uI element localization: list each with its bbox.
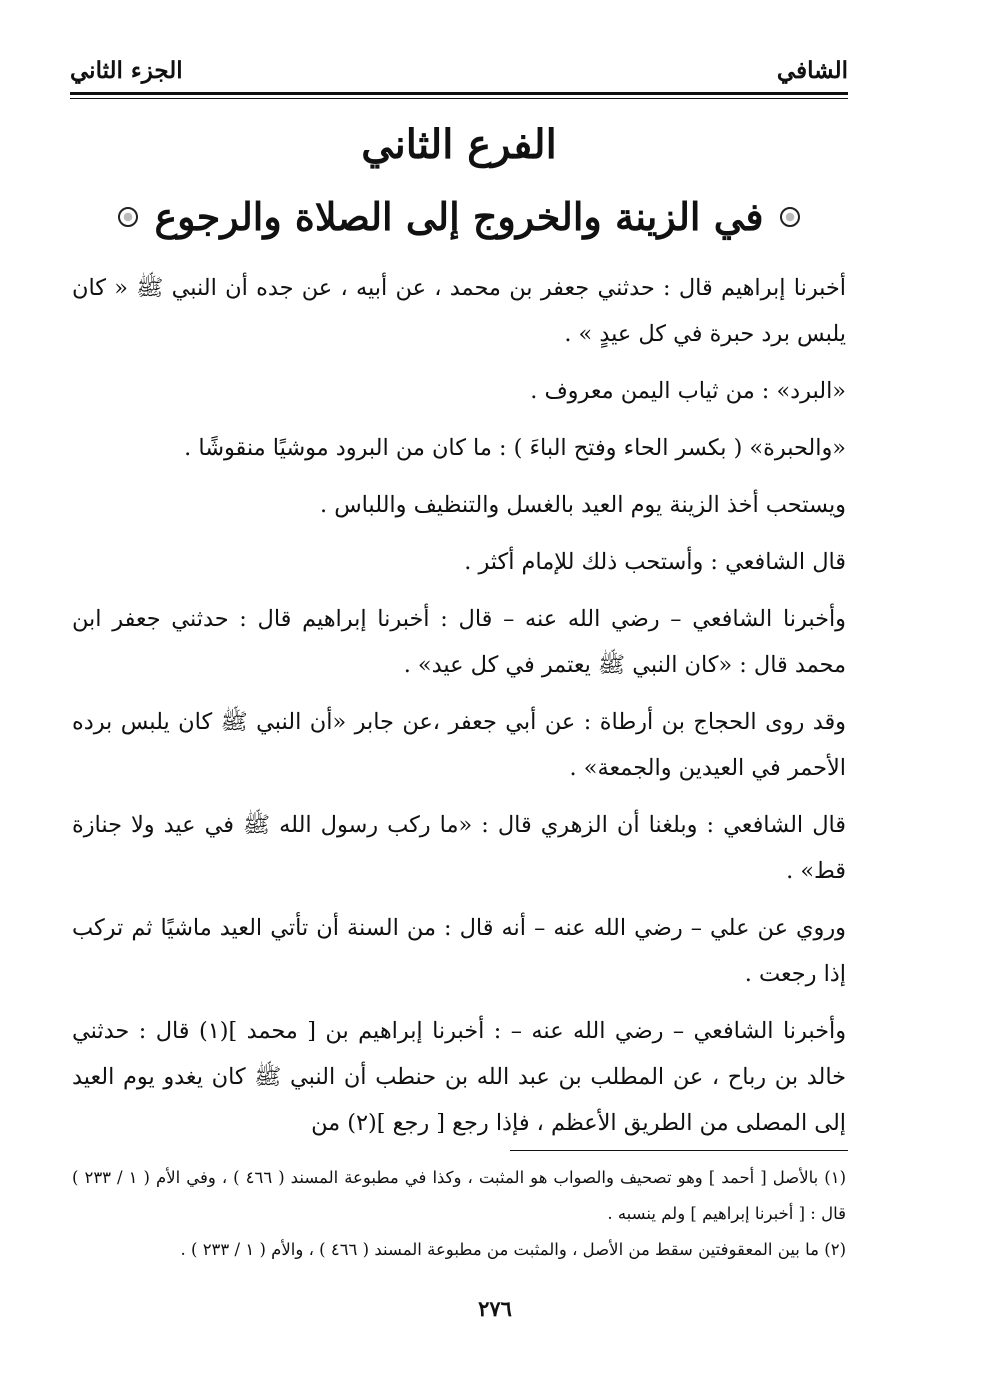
circle-ornament-icon <box>118 207 138 227</box>
paragraph: قال الشافعي : وبلغنا أن الزهري قال : «ما ركب رسول الله ﷺ في عيد ولا جنازة قط» . <box>72 812 846 884</box>
header-rule <box>70 92 848 95</box>
page-number: ٢٧٦ <box>478 1296 512 1321</box>
volume-label: الجزء الثاني <box>70 56 183 84</box>
paragraph: قال الشافعي : وأستحب ذلك للإمام أكثر . <box>464 549 846 575</box>
footnote: (٢) ما بين المعقوفتين سقط من الأصل ، والمثبت من مطبوعة المسند ( ٤٦٦ ) ، والأم ( ١ / ٢٣٣ ) . <box>180 1240 846 1259</box>
header-rule-thin <box>70 98 848 99</box>
book-title: الشافي <box>776 56 848 84</box>
footnote: (١) بالأصل [ أحمد ] وهو تصحيف والصواب هو المثبت ، وكذا في مطبوعة المسند ( ٤٦٦ ) ، وفي الأم ( ١ / ٢٣٣ ) قال : [ أخبرنا إبراهيم ] ولم ينسبه . <box>72 1168 846 1223</box>
section-title-row <box>70 182 848 252</box>
paragraph: «والحبرة» ( بكسر الحاء وفتح الباءَ ) : ما كان من البرود موشيًا منقوشًا . <box>184 435 846 461</box>
paragraph: ويستحب أخذ الزينة يوم العيد بالغسل والتنظيف واللباس . <box>320 492 846 518</box>
footnotes <box>72 1160 846 1268</box>
footnote-rule <box>510 1150 848 1151</box>
paragraph: وقد روى الحجاج بن أرطاة : عن أبي جعفر ،عن جابر «أن النبي ﷺ كان يلبس برده الأحمر في العيدين والجمعة» . <box>72 709 846 781</box>
paragraph: وأخبرنا الشافعي – رضي الله عنه – : أخبرنا إبراهيم بن [ محمد ](١) قال : حدثني خالد بن رباح ، عن المطلب بن عبد الله بن حنطب أن النبي ﷺ كان يغدو يوم العيد إلى المصلى من الطريق الأعظم ، فإذا رجع [ رجع ](٢) من <box>72 1018 847 1136</box>
section-title: في الزينة والخروج إلى الصلاة والرجوع <box>154 194 764 239</box>
paragraph: أخبرنا إبراهيم قال : حدثني جعفر بن محمد ، عن أبيه ، عن جده أن النبي ﷺ « كان يلبس برد حبرة في كل عيدٍ » . <box>72 275 846 347</box>
paragraph: وأخبرنا الشافعي – رضي الله عنه – قال : أخبرنا إبراهيم قال : حدثني جعفر ابن محمد قال : «كان النبي ﷺ يعتمر في كل عيد» . <box>72 606 846 678</box>
paragraph: وروي عن علي – رضي الله عنه – أنه قال : من السنة أن تأتي العيد ماشيًا ثم تركب إذا رجعت . <box>72 915 846 987</box>
chapter-title: الفرع الثاني <box>361 121 557 168</box>
running-header <box>70 50 848 90</box>
circle-ornament-icon <box>780 207 800 227</box>
paragraph: «البرد» : من ثياب اليمن معروف . <box>530 378 846 404</box>
body-text <box>72 265 846 1157</box>
